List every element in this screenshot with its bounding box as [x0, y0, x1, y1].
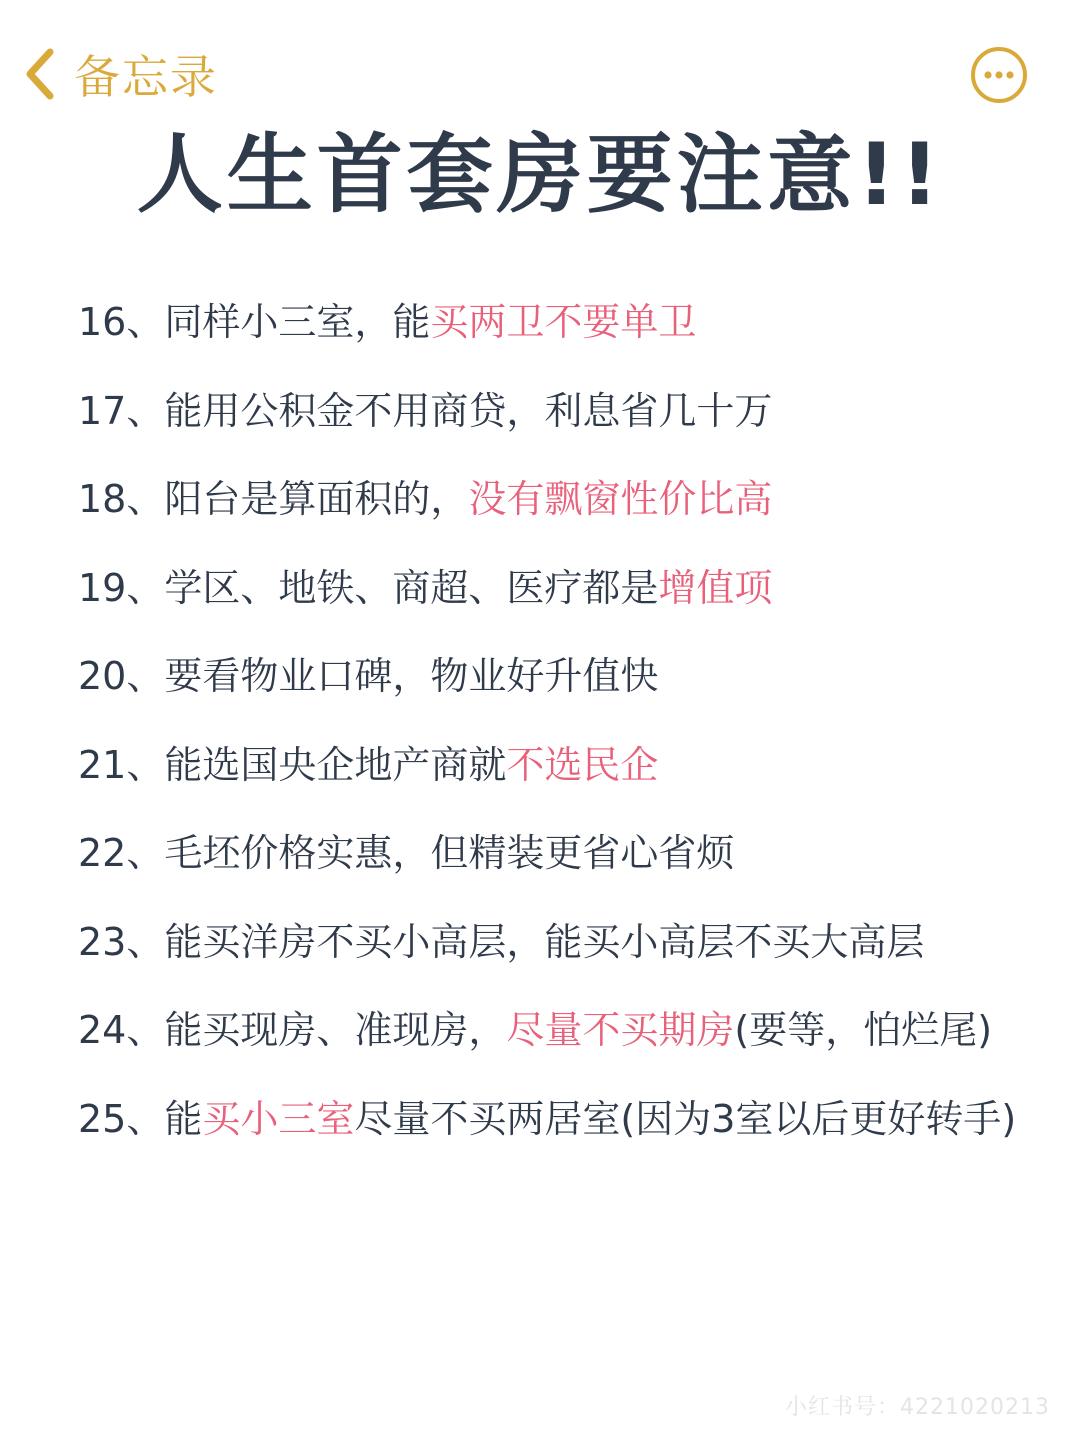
list-item [78, 465, 1068, 554]
item-highlight: 没有飘窗性价比高 [468, 477, 773, 521]
back-label: 备忘录 [74, 50, 218, 104]
more-options-button[interactable] [970, 46, 1028, 104]
item-text: 能买现房、准现房， [164, 1008, 507, 1052]
item-number: 19、 [78, 565, 165, 610]
item-text: 能用公积金不用商贷，利息省几十万 [164, 388, 773, 433]
item-text: 学区、地铁、商超、医疗都是 [164, 565, 659, 610]
item-highlight: 不选民企 [506, 742, 659, 787]
back-button[interactable] [22, 44, 218, 104]
item-text-tail: (要等，怕烂尾) [734, 1008, 993, 1052]
item-text: 能 [164, 1096, 203, 1141]
list-item [78, 819, 1068, 908]
item-number: 20、 [78, 654, 165, 698]
list-item [78, 288, 1068, 377]
item-number: 16、 [78, 300, 165, 344]
item-highlight: 增值项 [658, 565, 773, 610]
chevron-left-icon [22, 46, 56, 102]
item-text: 能选国央企地产商就 [164, 742, 507, 787]
list-item [78, 642, 1068, 731]
item-text: 毛坯价格实惠，但精装更省心省烦 [164, 831, 735, 875]
item-text: 能买洋房不买小高层，能买小高层不买大高层 [164, 919, 925, 964]
item-number: 23、 [78, 919, 165, 964]
page-title: 人生首套房要注意!! [136, 125, 944, 225]
top-bar [0, 0, 1080, 120]
item-text: 阳台是算面积的， [164, 477, 469, 521]
item-number: 25、 [78, 1096, 165, 1141]
item-number: 17、 [78, 388, 165, 433]
item-text-tail: 尽量不买两居室(因为3室以后更好转手) [354, 1096, 1017, 1141]
item-number: 24、 [78, 1008, 165, 1052]
item-text: 同样小三室，能 [164, 300, 431, 344]
item-highlight: 买小三室 [202, 1096, 355, 1141]
list-item [78, 1085, 1068, 1174]
item-number: 18、 [78, 477, 165, 521]
item-text: 要看物业口碑，物业好升值快 [164, 654, 659, 698]
watermark: 小红书号：4221020213 [785, 1395, 1050, 1420]
list-item [78, 554, 1068, 643]
list-item [78, 377, 1068, 466]
item-number: 21、 [78, 742, 165, 787]
list-item [78, 908, 1068, 997]
list-item [78, 996, 1068, 1085]
item-highlight: 尽量不买期房 [506, 1008, 735, 1052]
item-highlight: 买两卫不要单卫 [430, 300, 697, 344]
list-item [78, 731, 1068, 820]
more-horizontal-icon [970, 89, 1028, 108]
tips-list [78, 288, 1068, 1173]
item-number: 22、 [78, 831, 165, 875]
